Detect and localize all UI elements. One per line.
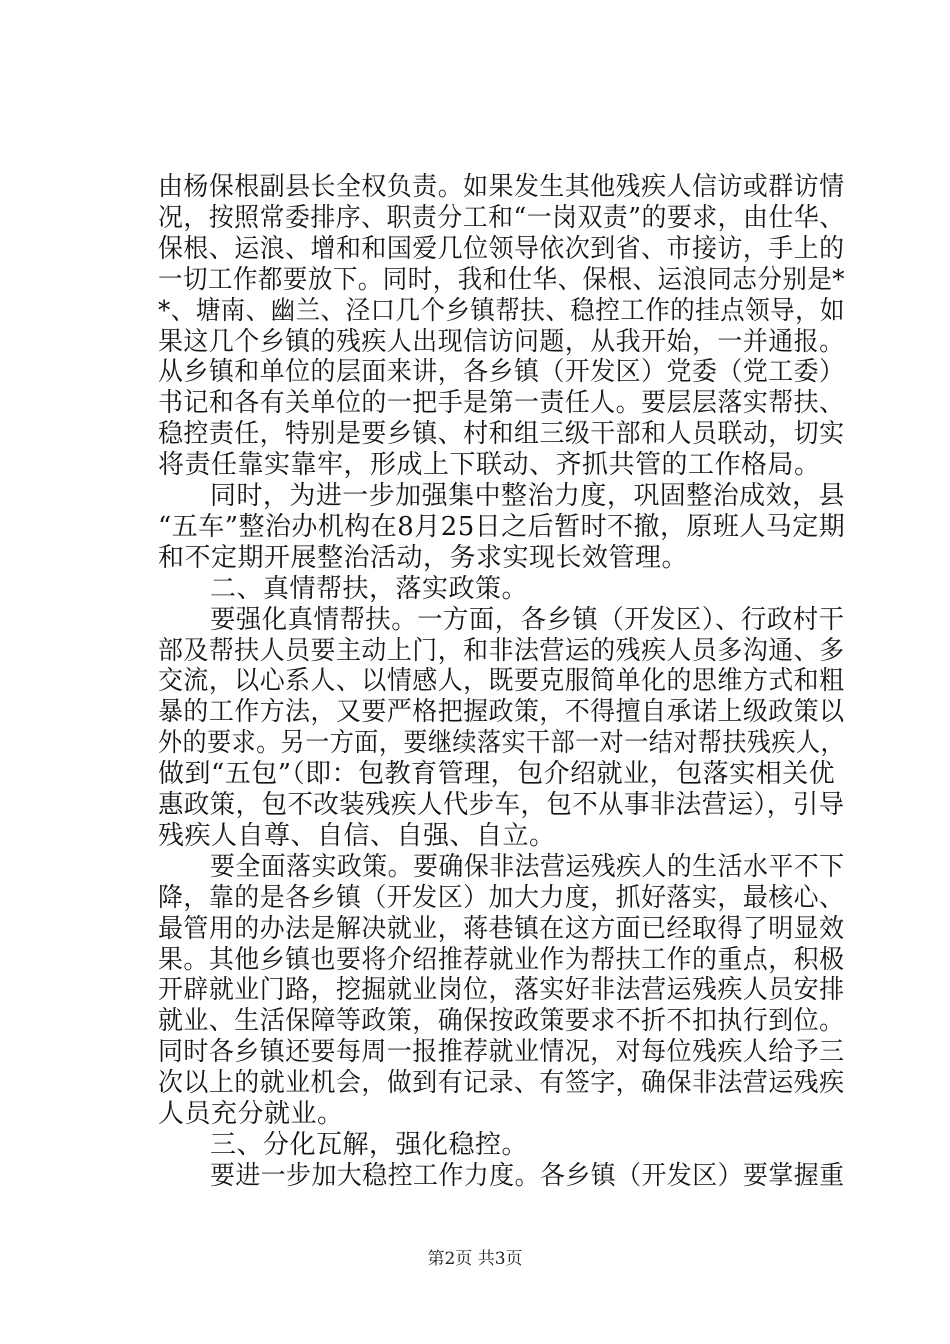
text-line: 保根、运浪、增和和国爱几位领导依次到省、市接访，手上的 <box>158 233 845 264</box>
text-line: 书记和各有关单位的一把手是第一责任人。要层层落实帮扶、 <box>158 388 845 419</box>
text-line: 将责任靠实靠牢，形成上下联动、齐抓共管的工作格局。 <box>158 450 821 481</box>
text-line: 惠政策，包不改装残疾人代步车，包不从事非法营运），引导 <box>158 790 845 820</box>
text-line: 人员充分就业。 <box>158 1099 344 1129</box>
page-number-footer: 第2页 共3页 <box>427 1249 523 1269</box>
text-line: 同时各乡镇还要每周一报推荐就业情况，对每位残疾人给予三 <box>158 1037 845 1068</box>
text-line: 一切工作都要放下。同时，我和仕华、保根、运浪同志分别是* <box>158 264 846 295</box>
text-line: 交流，以心系人、以情感人，既要克服简单化的思维方式和粗 <box>158 666 845 697</box>
text-line: 果这几个乡镇的残疾人出现信访问题，从我开始，一并通报。 <box>158 326 845 357</box>
text-line: *、塘南、幽兰、泾口几个乡镇帮扶、稳控工作的挂点领导，如 <box>158 295 846 326</box>
text-line: 况，按照常委排序、职责分工和“一岗双责”的要求，由仕华、 <box>158 202 845 233</box>
text-line: 最管用的办法是解决就业，蒋巷镇在这方面已经取得了明显效 <box>158 913 845 944</box>
text-line: “五车”整治办机构在8月25日之后暂时不撤，原班人马定期 <box>158 511 846 542</box>
text-line: 残疾人自尊、自信、自强、自立。 <box>158 820 556 851</box>
text-line: 做到“五包”（即：包教育管理，包介绍就业，包落实相关优 <box>158 759 836 790</box>
text-line: 果。其他乡镇也要将介绍推荐就业作为帮扶工作的重点，积极 <box>158 944 845 975</box>
text-line: 由杨保根副县长全权负责。如果发生其他残疾人信访或群访情 <box>158 172 845 202</box>
paragraph-first-line: 同时，为进一步加强集中整治力度，巩固整治成效，县 <box>210 481 845 511</box>
text-line: 暴的工作方法，又要严格把握政策，不得擅自承诺上级政策以 <box>158 697 845 728</box>
text-line: 就业、生活保障等政策，确保按政策要求不折不扣执行到位。 <box>158 1006 845 1037</box>
text-line: 次以上的就业机会，做到有记录、有签字，确保非法营运残疾 <box>158 1068 845 1099</box>
text-line: 稳控责任，特别是要乡镇、村和组三级干部和人员联动，切实 <box>158 419 845 450</box>
paragraph-first-line: 要全面落实政策。要确保非法营运残疾人的生活水平不下 <box>210 851 845 882</box>
section-heading: 二、真情帮扶，落实政策。 <box>210 573 529 604</box>
text-line: 开辟就业门路，挖掘就业岗位，落实好非法营运残疾人员安排 <box>158 975 845 1006</box>
text-line: 外的要求。另一方面，要继续落实干部一对一结对帮扶残疾人， <box>158 728 846 759</box>
text-line: 部及帮扶人员要主动上门，和非法营运的残疾人员多沟通、多 <box>158 635 845 666</box>
section-heading: 三、分化瓦解，强化稳控。 <box>210 1129 529 1160</box>
text-line: 降，靠的是各乡镇（开发区）加大力度，抓好落实，最核心、 <box>158 882 845 913</box>
text-line: 和不定期开展整治活动，务求实现长效管理。 <box>158 542 689 573</box>
paragraph-first-line: 要强化真情帮扶。一方面，各乡镇（开发区）、行政村干 <box>210 604 845 635</box>
text-line: 从乡镇和单位的层面来讲，各乡镇（开发区）党委（党工委） <box>158 357 845 388</box>
paragraph-first-line: 要进一步加大稳控工作力度。各乡镇（开发区）要掌握重 <box>210 1160 845 1191</box>
